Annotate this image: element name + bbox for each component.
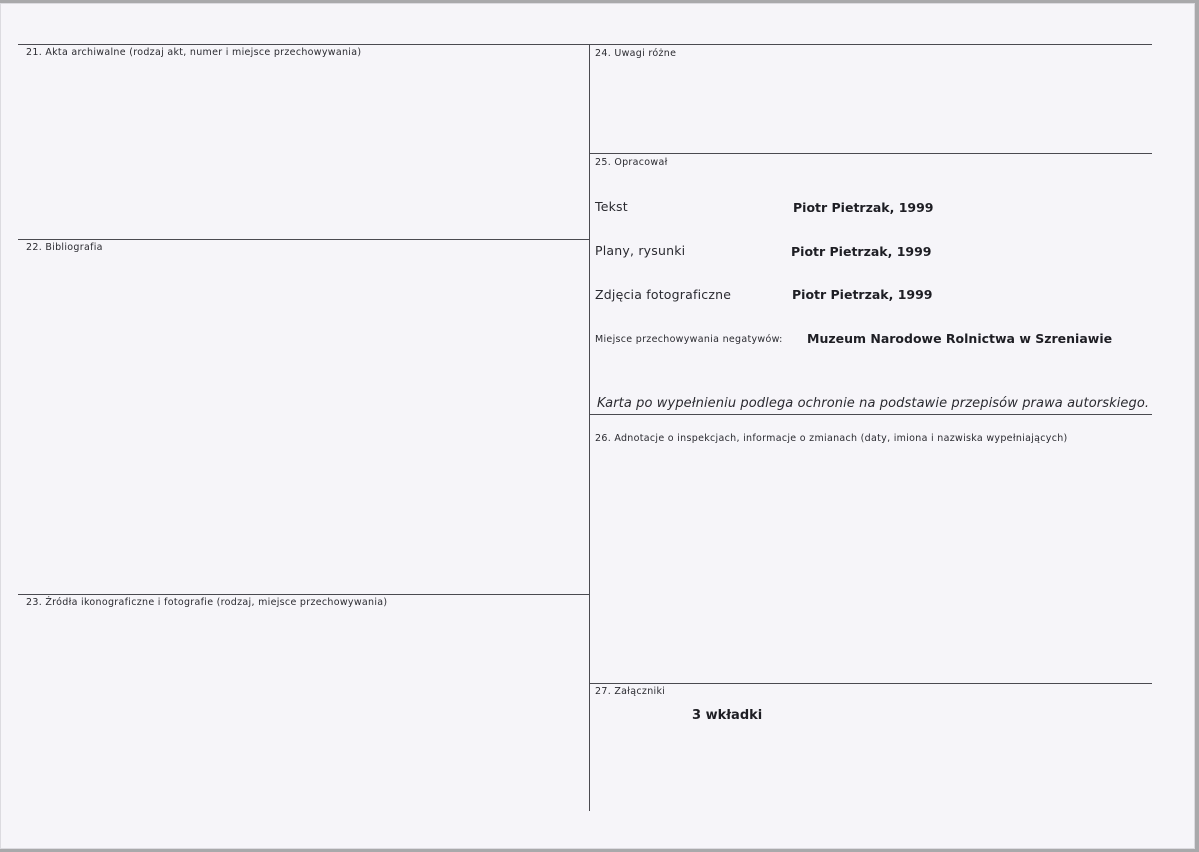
section-26-label: 26. Adnotacje o inspekcjach, informacje o zmianach (daty, imiona i nazwiska wypełniających): [595, 433, 1068, 444]
plans-author-key: Plany, rysunki: [595, 243, 686, 258]
negatives-location-key: Miejsce przechowywania negatywów:: [595, 334, 783, 345]
rule-25: [589, 153, 1152, 154]
rule-22: [18, 239, 589, 240]
section-27-label: 27. Załączniki: [595, 686, 666, 697]
photos-author-value: Piotr Pietrzak, 1999: [792, 287, 933, 302]
text-author-key: Tekst: [595, 199, 628, 214]
negatives-location-value: Muzeum Narodowe Rolnictwa w Szreniawie: [807, 331, 1113, 346]
rule-23: [18, 594, 589, 595]
column-divider: [589, 44, 590, 811]
section-21-label: 21. Akta archiwalne (rodzaj akt, numer i miejsce przechowywania): [26, 47, 362, 58]
section-25-label: 25. Opracował: [595, 157, 668, 168]
section-23-label: 23. Źródła ikonograficzne i fotografie (rodzaj, miejsce przechowywania): [26, 597, 388, 608]
form-sheet: [0, 3, 1195, 849]
plans-author-value: Piotr Pietrzak, 1999: [791, 244, 932, 259]
attachments-value: 3 wkładki: [692, 708, 763, 723]
copyright-notice: Karta po wypełnieniu podlega ochronie na podstawie przepisów prawa autorskiego.: [597, 396, 1150, 411]
rule-21: [18, 44, 589, 45]
section-24-label: 24. Uwagi różne: [595, 48, 677, 59]
rule-27: [589, 683, 1152, 684]
photos-author-key: Zdjęcia fotograficzne: [595, 287, 732, 302]
rule-24: [589, 44, 1152, 45]
rule-26: [589, 414, 1152, 415]
section-22-label: 22. Bibliografia: [26, 242, 103, 253]
text-author-value: Piotr Pietrzak, 1999: [793, 200, 934, 215]
